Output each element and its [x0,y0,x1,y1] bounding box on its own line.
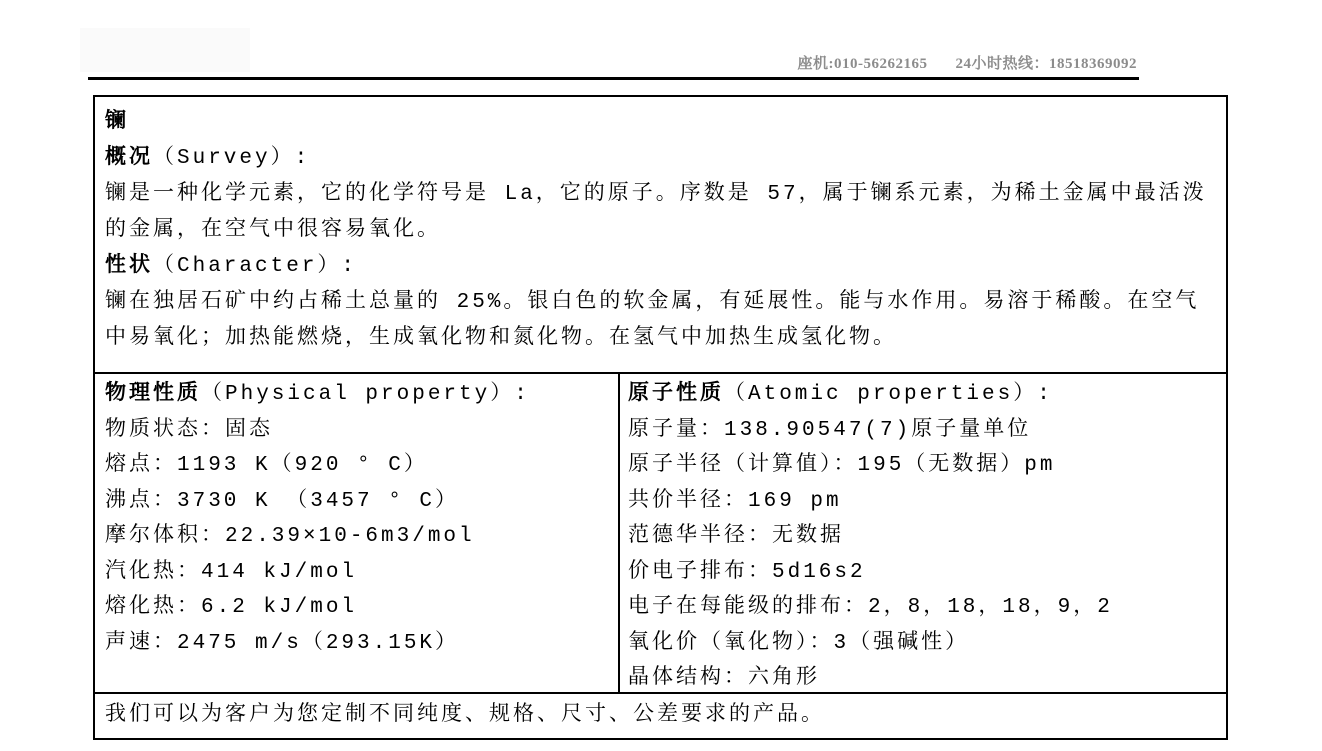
atomic-row: 原子量：138.90547(7)原子量单位 [628,418,1032,442]
physical-heading-en: （Physical property）: [201,383,530,406]
physical-row: 熔点：1193 K（920 ° C） [105,454,428,477]
physical-heading-cn: 物理性质 [105,383,201,406]
atomic-row: 共价半径：169 pm [628,489,842,513]
properties-row [95,372,1226,692]
atomic-heading-cn: 原子性质 [628,383,724,406]
header-divider-rule [88,77,1139,80]
header-contact [797,52,1137,73]
survey-heading-cn: 概况 [105,147,153,170]
element-info-table [93,95,1228,740]
physical-properties-cell [95,374,620,692]
atomic-heading [628,377,1222,413]
atomic-properties-cell [620,374,1226,692]
landline-number: 座机:010-56262165 [797,56,928,72]
atomic-row: 价电子排布：5d16s2 [628,560,866,584]
character-heading [105,249,1218,285]
physical-heading [105,377,612,413]
atomic-row: 氧化价（氧化物）：3（强碱性） [628,631,970,655]
survey-heading [105,141,1218,177]
intro-cell [95,97,1226,372]
character-heading-cn: 性状 [105,255,153,278]
custom-order-note-cell [95,692,1226,738]
physical-row: 汽化热：414 kJ/mol [105,560,358,584]
physical-row: 声速：2475 m/s（293.15K） [105,631,460,655]
atomic-heading-en: （Atomic properties）: [724,383,1053,406]
survey-body: 镧是一种化学元素，它的化学符号是 La，它的原子。序数是 57，属于镧系元素，为稀土金属中最活泼的金属，在空气中很容易氧化。 [105,183,1207,242]
atomic-row: 电子在每能级的排布：2，8，18，18，9，2 [628,596,1113,619]
custom-order-note: 我们可以为客户为您定制不同纯度、规格、尺寸、公差要求的产品。 [105,704,825,727]
survey-heading-en: （Survey）: [153,147,311,170]
atomic-row: 原子半径（计算值）：195（无数据）pm [628,454,1056,477]
element-title: 镧 [105,111,129,134]
physical-row: 熔化热：6.2 kJ/mol [105,596,358,619]
physical-row: 摩尔体积：22.39×10-6m3/mol [105,525,475,548]
physical-row: 物质状态：固态 [105,418,273,442]
atomic-row: 范德华半径：无数据 [628,525,844,548]
atomic-row: 晶体结构：六角形 [628,667,820,690]
hotline-number: 24小时热线：18518369092 [955,56,1137,72]
physical-row: 沸点：3730 K （3457 ° C） [105,489,460,513]
character-heading-en: （Character）: [153,255,358,278]
character-body: 镧在独居石矿中约占稀土总量的 25%。银白色的软金属，有延展性。能与水作用。易溶于稀酸。在空气中易氧化；加热能燃烧，生成氧化物和氮化物。在氢气中加热生成氢化物。 [105,291,1200,350]
company-logo [80,28,250,72]
